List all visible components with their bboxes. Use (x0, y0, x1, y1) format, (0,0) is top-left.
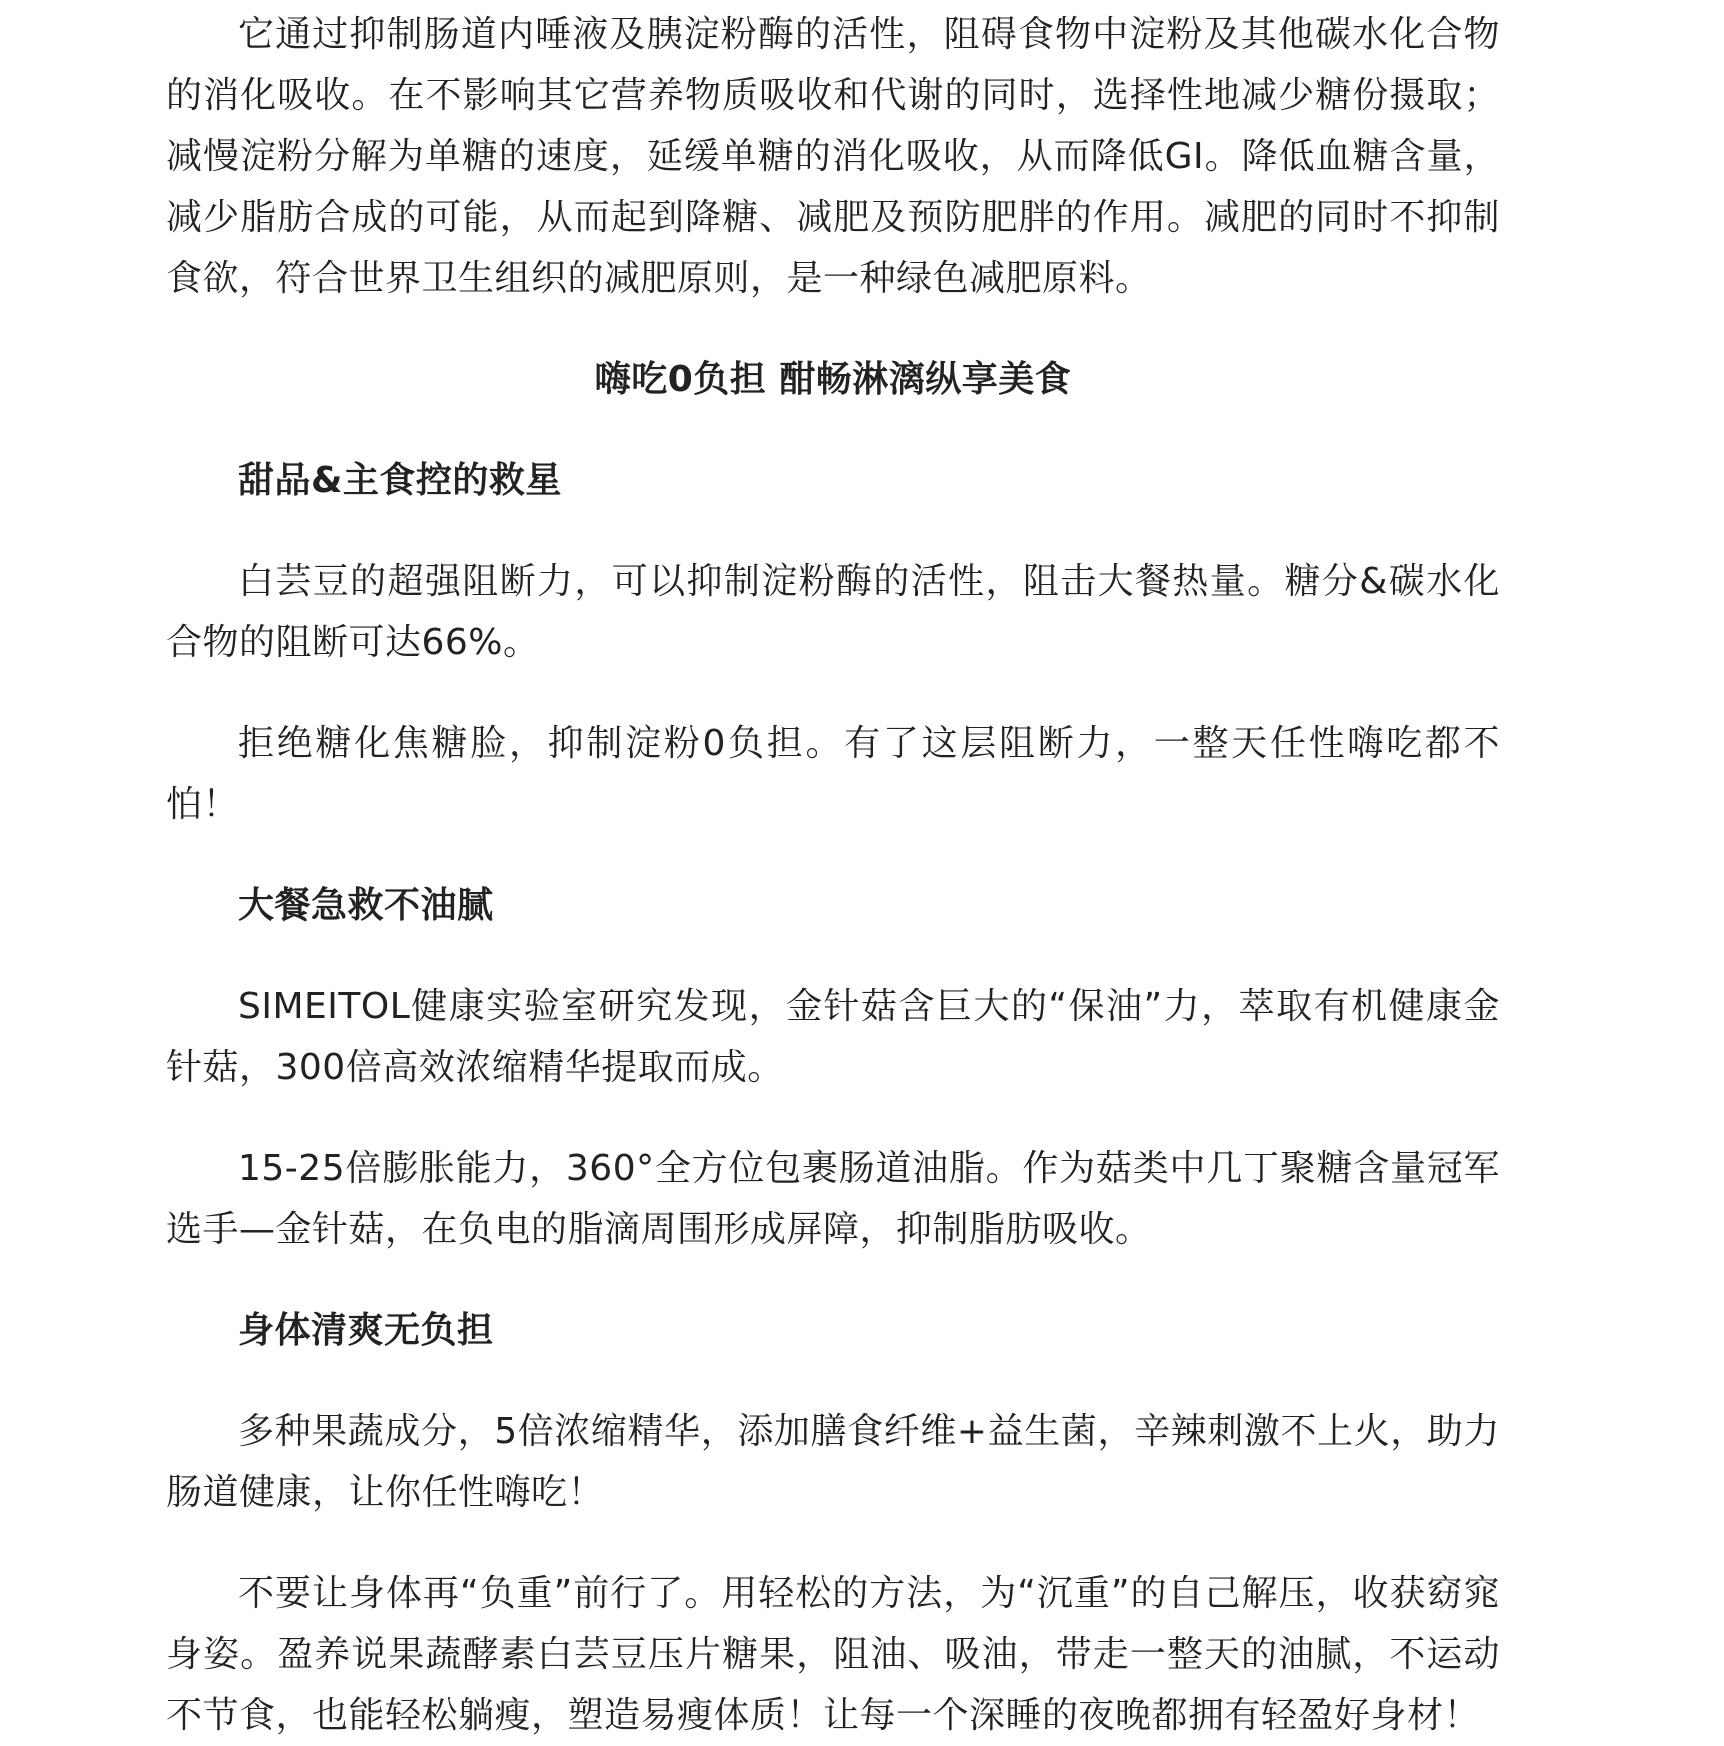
intro-paragraph: 它通过抑制肠道内唾液及胰淀粉酶的活性，阻碍食物中淀粉及其他碳水化合物的消化吸收。在不影响其它营养物质吸收和代谢的同时，选择性地减少糖份摄取；减慢淀粉分解为单糖的速度，延缓单糖的消化吸收，从而降低GI。降低血糖含量，减少脂肪合成的可能，从而起到降糖、减肥及预防肥胖的作用。减肥的同时不抑制食欲，符合世界卫生组织的减肥原则，是一种绿色减肥原料。 (166, 14, 1500, 299)
section3-paragraph-1: 多种果蔬成分，5倍浓缩精华，添加膳食纤维+益生菌，辛辣刺激不上火，助力肠道健康，让你任性嗨吃！ (166, 1411, 1500, 1513)
section2-paragraph-1: SIMEITOL健康实验室研究发现，金针菇含巨大的“保油”力，萃取有机健康金针菇，300倍高效浓缩精华提取而成。 (166, 986, 1500, 1088)
section1-paragraph-1: 白芸豆的超强阻断力，可以抑制淀粉酶的活性，阻击大餐热量。糖分&碳水化合物的阻断可达66%。 (166, 561, 1500, 663)
section1-heading: 甜品&主食控的救星 (238, 460, 562, 501)
section3-heading: 身体清爽无负担 (238, 1310, 494, 1351)
article-body (166, 4, 1500, 1746)
section3-paragraph-2: 不要让身体再“负重”前行了。用轻松的方法，为“沉重”的自己解压，收获窈窕身姿。盈养说果蔬酵素白芸豆压片糖果，阻油、吸油，带走一整天的油腻，不运动不节食，也能轻松躺瘦，塑造易瘦体质！让每一个深睡的夜晚都拥有轻盈好身材！ (166, 1573, 1500, 1736)
main-heading: 嗨吃0负担 酣畅淋漓纵享美食 (594, 359, 1072, 400)
section2-paragraph-2: 15-25倍膨胀能力，360°全方位包裹肠道油脂。作为菇类中几丁聚糖含量冠军选手—金针菇，在负电的脂滴周围形成屏障，抑制脂肪吸收。 (166, 1148, 1500, 1250)
section1-paragraph-2: 拒绝糖化焦糖脸，抑制淀粉0负担。有了这层阻断力，一整天任性嗨吃都不怕！ (166, 723, 1500, 825)
section2-heading: 大餐急救不油腻 (238, 885, 494, 926)
